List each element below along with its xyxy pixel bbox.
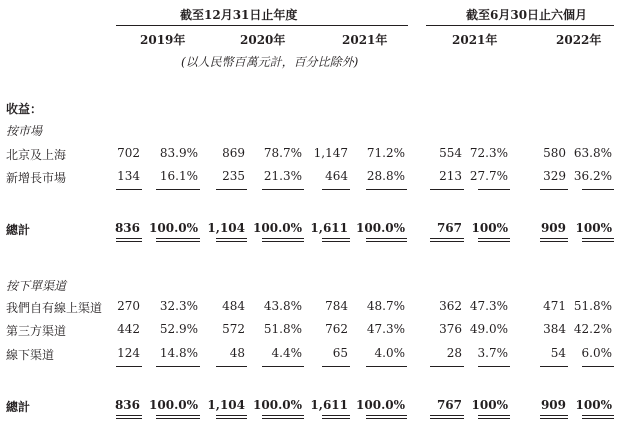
- channel-subtotal-rule: [366, 366, 407, 367]
- channel-row-third-party-cell: 762: [325, 322, 348, 336]
- market-total-cell: 836: [114, 221, 140, 235]
- market-subtotal-rule: [322, 189, 350, 190]
- market-subtotal-rule: [540, 189, 568, 190]
- market-total-cell: 100.0%: [356, 221, 405, 235]
- market-total-rule: [156, 241, 200, 242]
- market-row-new-growth-cell: 36.2%: [573, 169, 612, 183]
- market-total-cell: 767: [436, 221, 462, 235]
- channel-total-label: 總計: [6, 400, 31, 414]
- year-2021: 2021年: [342, 33, 388, 47]
- channel-total-rule: [430, 418, 464, 419]
- market-total-label: 總計: [6, 223, 31, 237]
- channel-total-cell: 100%: [575, 398, 612, 412]
- market-row-new-growth-cell: 134: [117, 169, 140, 183]
- channel-row-offline-cell: 48: [229, 346, 245, 360]
- channel-total-rule: [366, 415, 407, 416]
- header-group-interim: 截至6月30日止六個月: [466, 8, 588, 22]
- channel-row-third-party-label: 第三方渠道: [6, 324, 67, 338]
- market-row-new-growth-cell: 464: [325, 169, 348, 183]
- channel-total-cell: 100.0%: [253, 398, 302, 412]
- channel-row-own-online-cell: 784: [325, 299, 348, 313]
- market-total-cell: 100.0%: [253, 221, 302, 235]
- channel-subtotal-rule: [116, 366, 142, 367]
- channel-row-own-online-cell: 47.3%: [469, 299, 508, 313]
- channel-row-offline-cell: 6.0%: [581, 346, 612, 360]
- channel-row-own-online-cell: 32.3%: [159, 299, 198, 313]
- channel-row-offline-label: 線下渠道: [6, 348, 55, 362]
- market-total-rule: [116, 238, 142, 239]
- channel-row-own-online-cell: 471: [543, 299, 566, 313]
- market-row-beijing-shanghai-cell: 71.2%: [366, 146, 405, 160]
- market-subtotal-rule: [216, 189, 247, 190]
- year-2020: 2020年: [240, 33, 286, 47]
- channel-row-own-online-cell: 51.8%: [573, 299, 612, 313]
- channel-row-own-online-cell: 484: [222, 299, 245, 313]
- channel-row-offline-cell: 124: [117, 346, 140, 360]
- market-subtotal-rule: [116, 189, 142, 190]
- market-row-beijing-shanghai-cell: 72.3%: [469, 146, 508, 160]
- channel-row-third-party-cell: 384: [543, 322, 566, 336]
- market-row-new-growth-label: 新增長市場: [6, 171, 67, 185]
- market-subtotal-rule: [156, 189, 200, 190]
- market-total-rule: [322, 238, 350, 239]
- channel-total-cell: 767: [436, 398, 462, 412]
- market-total-cell: 909: [540, 221, 566, 235]
- channel-total-rule: [582, 415, 614, 416]
- market-total-rule: [366, 241, 407, 242]
- channel-row-offline-cell: 28: [446, 346, 462, 360]
- market-subtotal-rule: [478, 189, 510, 190]
- channel-row-offline-cell: 65: [332, 346, 348, 360]
- channel-total-rule: [156, 415, 200, 416]
- channel-total-rule: [262, 415, 304, 416]
- market-row-new-growth-cell: 27.7%: [469, 169, 508, 183]
- channel-subtotal-rule: [430, 366, 464, 367]
- channel-subtotal-rule: [478, 366, 510, 367]
- header-underline-annual: [116, 25, 408, 26]
- market-total-rule: [216, 238, 247, 239]
- channel-row-offline-cell: 4.4%: [271, 346, 302, 360]
- market-total-cell: 100%: [471, 221, 508, 235]
- market-total-rule: [216, 241, 247, 242]
- channel-subtotal-rule: [582, 366, 614, 367]
- channel-row-third-party-cell: 42.2%: [573, 322, 612, 336]
- market-total-rule: [478, 238, 510, 239]
- channel-total-rule: [216, 415, 247, 416]
- year-2021-interim: 2021年: [452, 33, 498, 47]
- channel-total-rule: [582, 418, 614, 419]
- channel-total-cell: 100%: [471, 398, 508, 412]
- market-row-beijing-shanghai-cell: 580: [543, 146, 566, 160]
- channel-row-third-party-cell: 572: [222, 322, 245, 336]
- market-total-rule: [582, 238, 614, 239]
- market-row-new-growth-cell: 16.1%: [159, 169, 198, 183]
- channel-row-third-party-cell: 49.0%: [469, 322, 508, 336]
- market-total-cell: 1,611: [310, 221, 348, 235]
- header-group-annual: 截至12月31日止年度: [180, 8, 298, 22]
- channel-total-rule: [116, 415, 142, 416]
- channel-total-cell: 1,104: [207, 398, 245, 412]
- market-row-new-growth-cell: 213: [439, 169, 462, 183]
- channel-row-own-online-cell: 270: [117, 299, 140, 313]
- market-subtotal-rule: [430, 189, 464, 190]
- channel-total-cell: 909: [540, 398, 566, 412]
- channel-total-cell: 100.0%: [356, 398, 405, 412]
- section-label-revenue: 收益：: [6, 102, 43, 116]
- market-row-new-growth-cell: 21.3%: [263, 169, 302, 183]
- channel-row-third-party-cell: 52.9%: [159, 322, 198, 336]
- channel-total-rule: [366, 418, 407, 419]
- market-row-beijing-shanghai-cell: 83.9%: [159, 146, 198, 160]
- market-subtotal-rule: [262, 189, 304, 190]
- channel-total-rule: [116, 418, 142, 419]
- year-2019: 2019年: [140, 33, 186, 47]
- channel-subtotal-rule: [262, 366, 304, 367]
- market-total-rule: [116, 241, 142, 242]
- market-row-beijing-shanghai-cell: 702: [117, 146, 140, 160]
- channel-total-rule: [322, 415, 350, 416]
- channel-total-rule: [430, 415, 464, 416]
- market-subtotal-rule: [366, 189, 407, 190]
- channel-row-own-online-cell: 362: [439, 299, 462, 313]
- channel-row-third-party-cell: 51.8%: [263, 322, 302, 336]
- channel-total-rule: [478, 418, 510, 419]
- channel-row-offline-cell: 4.0%: [374, 346, 405, 360]
- market-row-beijing-shanghai-cell: 63.8%: [573, 146, 612, 160]
- market-total-rule: [366, 238, 407, 239]
- market-total-rule: [582, 241, 614, 242]
- unit-note: (以人民幣百萬元計，百分比除外): [181, 55, 359, 69]
- market-row-new-growth-cell: 329: [543, 169, 566, 183]
- channel-total-cell: 1,611: [310, 398, 348, 412]
- market-total-cell: 1,104: [207, 221, 245, 235]
- year-2022-interim: 2022年: [556, 33, 602, 47]
- channel-total-cell: 100.0%: [149, 398, 198, 412]
- channel-row-third-party-cell: 442: [117, 322, 140, 336]
- market-total-rule: [430, 238, 464, 239]
- market-total-rule: [262, 241, 304, 242]
- group-title-market: 按市場: [6, 124, 43, 138]
- channel-row-third-party-cell: 376: [439, 322, 462, 336]
- channel-subtotal-rule: [540, 366, 568, 367]
- channel-subtotal-rule: [322, 366, 350, 367]
- market-row-beijing-shanghai-cell: 78.7%: [263, 146, 302, 160]
- channel-row-own-online-cell: 43.8%: [263, 299, 302, 313]
- market-subtotal-rule: [582, 189, 614, 190]
- channel-total-cell: 836: [114, 398, 140, 412]
- group-title-channel: 按下單渠道: [6, 279, 67, 293]
- channel-total-rule: [540, 418, 568, 419]
- market-total-rule: [540, 241, 568, 242]
- market-total-rule: [478, 241, 510, 242]
- channel-total-rule: [322, 418, 350, 419]
- channel-row-offline-cell: 14.8%: [159, 346, 198, 360]
- channel-row-third-party-cell: 47.3%: [366, 322, 405, 336]
- channel-total-rule: [540, 415, 568, 416]
- market-row-beijing-shanghai-label: 北京及上海: [6, 148, 67, 162]
- channel-row-offline-cell: 3.7%: [477, 346, 508, 360]
- channel-row-own-online-label: 我們自有線上渠道: [6, 301, 103, 315]
- market-row-new-growth-cell: 28.8%: [366, 169, 405, 183]
- market-row-beijing-shanghai-cell: 554: [439, 146, 462, 160]
- market-total-rule: [156, 238, 200, 239]
- market-total-rule: [430, 241, 464, 242]
- channel-subtotal-rule: [216, 366, 247, 367]
- channel-total-rule: [262, 418, 304, 419]
- market-total-rule: [262, 238, 304, 239]
- channel-total-rule: [478, 415, 510, 416]
- channel-row-offline-cell: 54: [550, 346, 566, 360]
- channel-row-own-online-cell: 48.7%: [366, 299, 405, 313]
- market-total-rule: [540, 238, 568, 239]
- channel-subtotal-rule: [156, 366, 200, 367]
- market-row-beijing-shanghai-cell: 869: [222, 146, 245, 160]
- channel-total-rule: [156, 418, 200, 419]
- market-row-new-growth-cell: 235: [222, 169, 245, 183]
- header-underline-interim: [426, 25, 614, 26]
- channel-total-rule: [216, 418, 247, 419]
- market-total-cell: 100.0%: [149, 221, 198, 235]
- market-total-cell: 100%: [575, 221, 612, 235]
- market-row-beijing-shanghai-cell: 1,147: [313, 146, 348, 160]
- market-total-rule: [322, 241, 350, 242]
